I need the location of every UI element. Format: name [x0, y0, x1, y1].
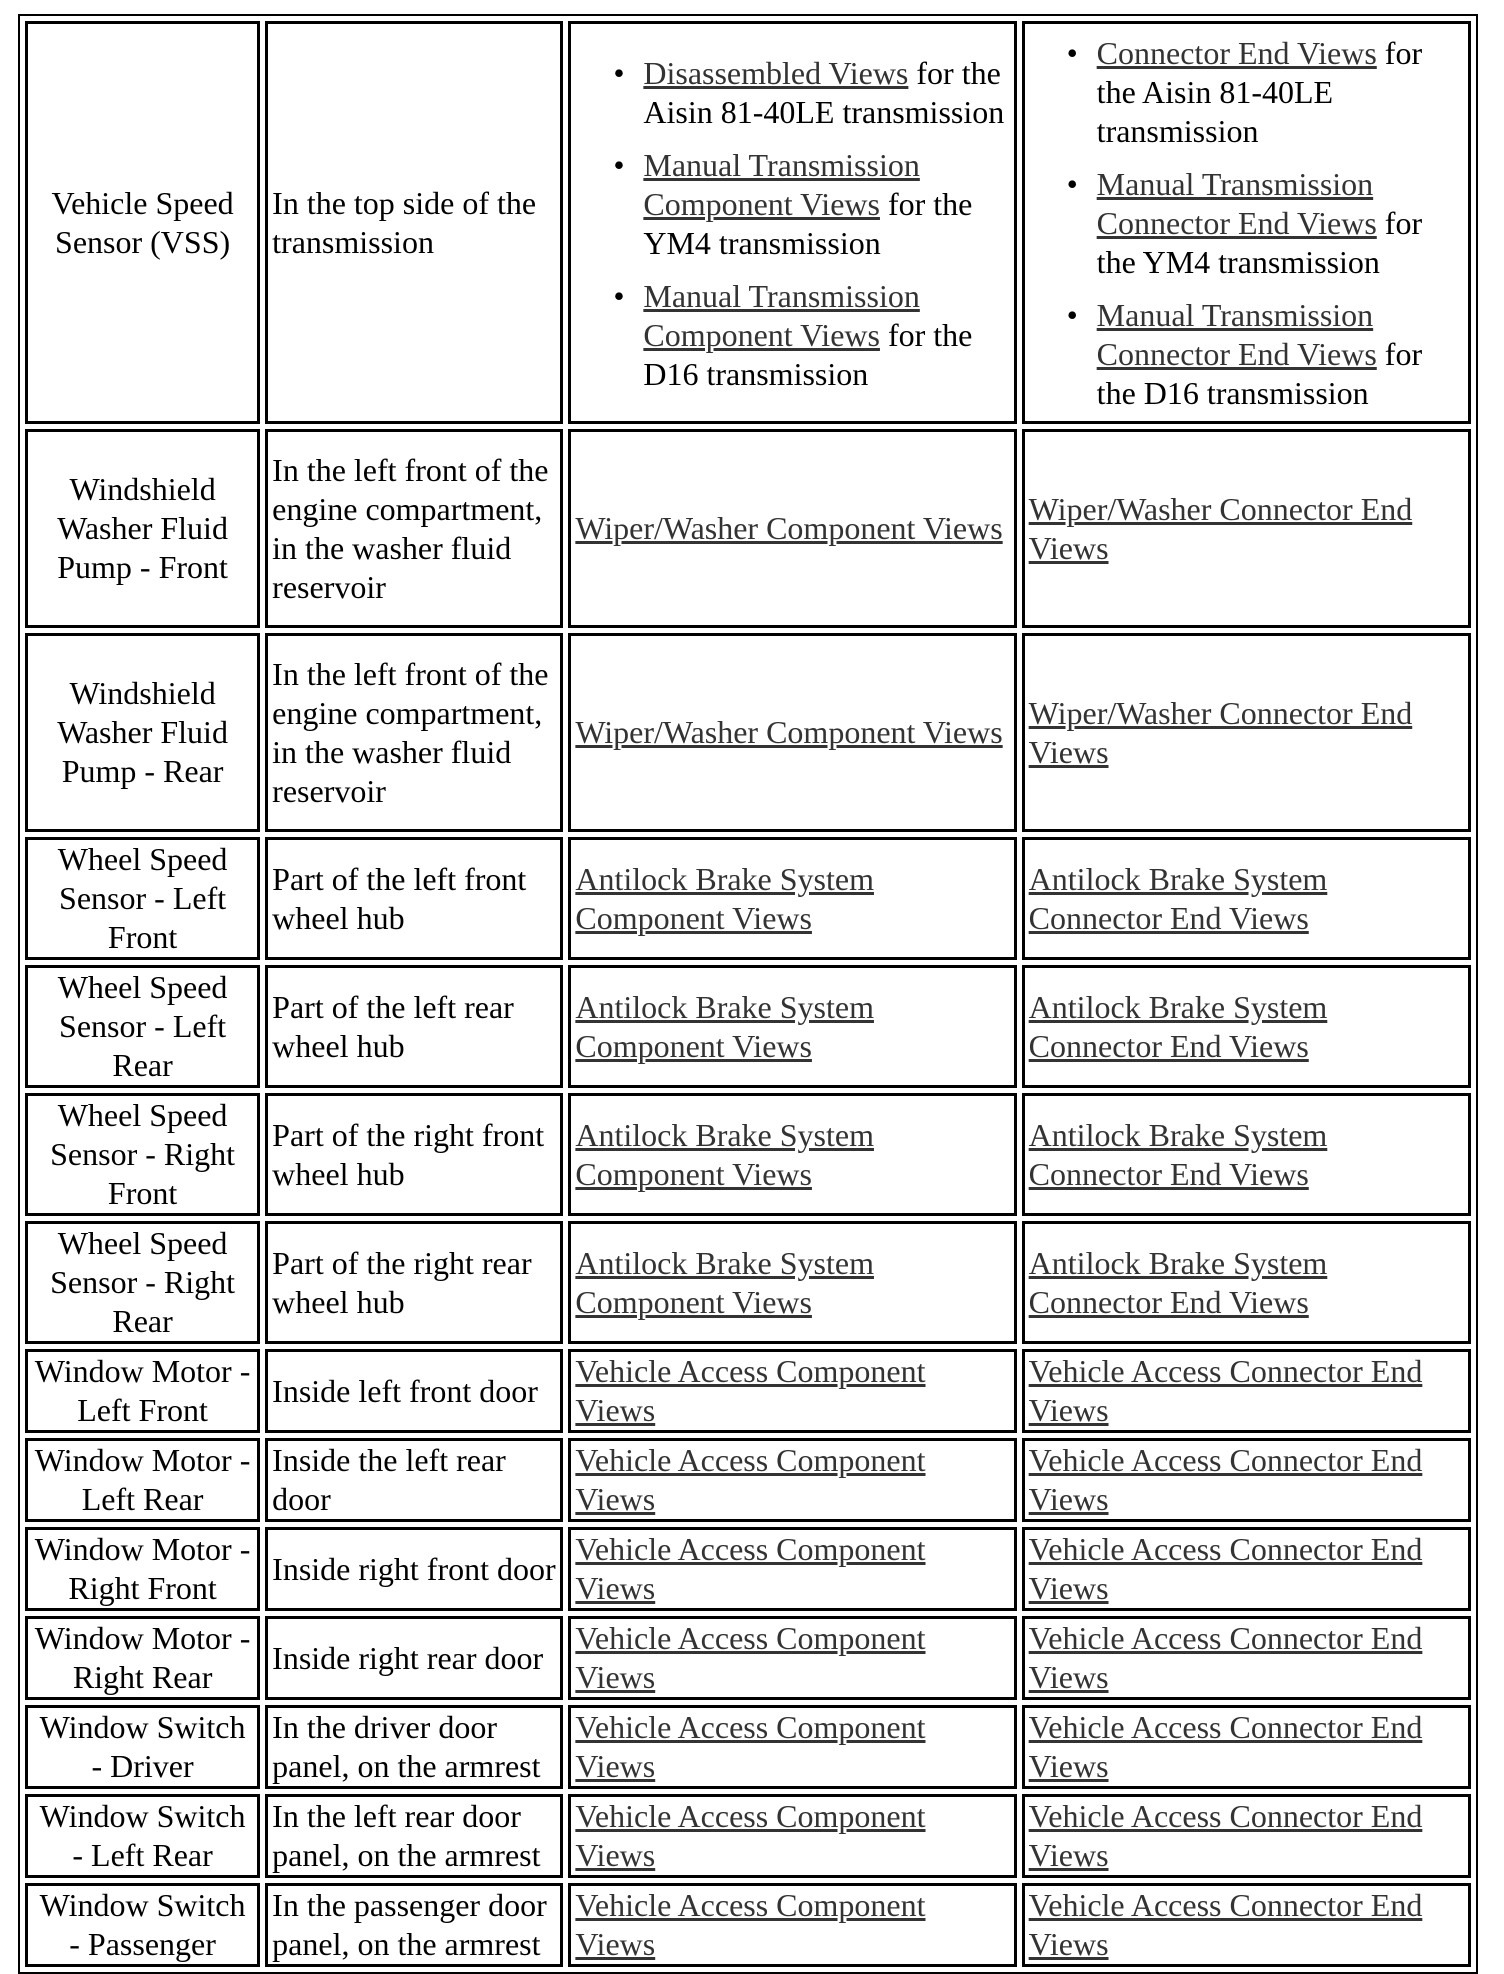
location-cell: Part of the right front wheel hub	[265, 1093, 563, 1216]
component-views-cell	[568, 1705, 1016, 1789]
table-row	[25, 1883, 1471, 1967]
connector-end-views-link[interactable]: Vehicle Access Connector End Views	[1028, 1887, 1423, 1962]
location-cell: Inside right front door	[265, 1527, 563, 1611]
component-views-link[interactable]: Antilock Brake System Component Views	[575, 988, 874, 1064]
component-views-link[interactable]: Vehicle Access Component Views	[575, 1442, 926, 1517]
table-row	[25, 965, 1471, 1088]
component-name-cell: Window Switch - Left Rear	[25, 1794, 260, 1878]
connector-end-views-link[interactable]: Antilock Brake System Connector End Views	[1028, 1244, 1328, 1320]
component-views-cell	[568, 837, 1016, 960]
component-views-list	[575, 54, 1009, 394]
list-item	[1097, 296, 1464, 413]
connector-end-views-link[interactable]: Connector End Views	[1096, 35, 1377, 71]
connector-end-views-link[interactable]: Wiper/Washer Connector End Views	[1028, 490, 1413, 566]
connector-end-views-link[interactable]: Wiper/Washer Connector End Views	[1028, 694, 1413, 770]
component-name-cell: Vehicle Speed Sensor (VSS)	[25, 21, 260, 424]
connector-views-cell	[1022, 1794, 1471, 1878]
list-item-text: for the D16 transmission	[1096, 336, 1423, 411]
location-cell: In the top side of the transmission	[265, 21, 563, 424]
connector-views-cell	[1022, 965, 1471, 1088]
connector-end-views-link[interactable]: Antilock Brake System Connector End Views	[1028, 860, 1328, 936]
list-item-text: for the YM4 transmission	[643, 185, 973, 261]
connector-views-cell	[1022, 633, 1471, 832]
connector-end-views-link[interactable]: Vehicle Access Connector End Views	[1028, 1709, 1423, 1784]
location-cell: In the left front of the engine compartment, in the washer fluid reservoir	[265, 633, 563, 832]
component-name-cell: Window Motor - Right Front	[25, 1527, 260, 1611]
table-row	[25, 1616, 1471, 1700]
component-views-link[interactable]: Vehicle Access Component Views	[575, 1353, 926, 1428]
connector-end-views-link[interactable]: Vehicle Access Connector End Views	[1028, 1442, 1423, 1517]
location-cell: Part of the right rear wheel hub	[265, 1221, 563, 1344]
component-views-link[interactable]: Antilock Brake System Component Views	[575, 1116, 874, 1192]
connector-end-views-link[interactable]: Vehicle Access Connector End Views	[1028, 1353, 1423, 1428]
component-views-cell	[568, 21, 1016, 424]
manual-transmission-connector-end-views-link[interactable]: Manual Transmission Connector End Views	[1096, 297, 1377, 372]
table-row	[25, 1093, 1471, 1216]
connector-views-cell	[1022, 1093, 1471, 1216]
component-views-link[interactable]: Vehicle Access Component Views	[575, 1887, 926, 1962]
list-item-text: for the Aisin 81-40LE transmission	[643, 54, 1005, 130]
location-cell: Part of the left rear wheel hub	[265, 965, 563, 1088]
component-views-link[interactable]: Vehicle Access Component Views	[575, 1798, 926, 1873]
table-row	[25, 1527, 1471, 1611]
connector-views-cell	[1022, 1438, 1471, 1522]
list-item	[1097, 165, 1464, 282]
list-item-text: for the YM4 transmission	[1096, 205, 1423, 280]
component-views-link[interactable]: Wiper/Washer Component Views	[575, 714, 1003, 750]
connector-end-views-link[interactable]: Vehicle Access Connector End Views	[1028, 1798, 1423, 1873]
table-row	[25, 21, 1471, 424]
component-name-cell: Window Switch - Passenger	[25, 1883, 260, 1967]
component-name-cell: Wheel Speed Sensor - Left Rear	[25, 965, 260, 1088]
component-views-cell	[568, 1616, 1016, 1700]
component-name-cell: Window Motor - Left Front	[25, 1349, 260, 1433]
component-name-cell: Windshield Washer Fluid Pump - Front	[25, 429, 260, 628]
location-cell: Inside the left rear door	[265, 1438, 563, 1522]
location-cell: Inside left front door	[265, 1349, 563, 1433]
component-views-cell	[568, 1883, 1016, 1967]
component-views-link[interactable]: Antilock Brake System Component Views	[575, 1244, 874, 1320]
disassembled-views-link[interactable]: Disassembled Views	[643, 54, 909, 91]
table-row	[25, 1794, 1471, 1878]
component-views-link[interactable]: Vehicle Access Component Views	[575, 1709, 926, 1784]
manual-transmission-component-views-link[interactable]: Manual Transmission Component Views	[643, 277, 920, 353]
component-views-cell	[568, 429, 1016, 628]
component-views-cell	[568, 1794, 1016, 1878]
component-views-cell	[568, 1527, 1016, 1611]
component-name-cell: Window Switch - Driver	[25, 1705, 260, 1789]
connector-views-cell	[1022, 1705, 1471, 1789]
connector-views-cell	[1022, 1527, 1471, 1611]
location-cell: In the left rear door panel, on the armrest	[265, 1794, 563, 1878]
component-views-link[interactable]: Vehicle Access Component Views	[575, 1531, 926, 1606]
component-views-cell	[568, 1093, 1016, 1216]
connector-views-cell	[1022, 21, 1471, 424]
connector-end-views-link[interactable]: Vehicle Access Connector End Views	[1028, 1620, 1423, 1695]
manual-transmission-component-views-link[interactable]: Manual Transmission Component Views	[643, 146, 920, 222]
component-name-cell: Window Motor - Right Rear	[25, 1616, 260, 1700]
connector-views-cell	[1022, 1221, 1471, 1344]
component-views-cell	[568, 1349, 1016, 1433]
location-cell: In the passenger door panel, on the armrest	[265, 1883, 563, 1967]
connector-views-cell	[1022, 1349, 1471, 1433]
table-row	[25, 1705, 1471, 1789]
component-views-link[interactable]: Wiper/Washer Component Views	[575, 510, 1003, 546]
list-item-text: for the Aisin 81-40LE transmission	[1096, 35, 1423, 149]
manual-transmission-connector-end-views-link[interactable]: Manual Transmission Connector End Views	[1096, 166, 1377, 241]
component-views-link[interactable]: Antilock Brake System Component Views	[575, 860, 874, 936]
location-cell: Part of the left front wheel hub	[265, 837, 563, 960]
component-views-link[interactable]: Vehicle Access Component Views	[575, 1620, 926, 1695]
connector-views-cell	[1022, 1883, 1471, 1967]
list-item	[643, 146, 1009, 263]
component-name-cell: Wheel Speed Sensor - Right Front	[25, 1093, 260, 1216]
connector-end-views-link[interactable]: Antilock Brake System Connector End Views	[1028, 1116, 1328, 1192]
table-row	[25, 1349, 1471, 1433]
location-cell: In the driver door panel, on the armrest	[265, 1705, 563, 1789]
connector-views-cell	[1022, 429, 1471, 628]
component-name-cell: Windshield Washer Fluid Pump - Rear	[25, 633, 260, 832]
location-cell: Inside right rear door	[265, 1616, 563, 1700]
location-cell: In the left front of the engine compartment, in the washer fluid reservoir	[265, 429, 563, 628]
table-row	[25, 1221, 1471, 1344]
document-page	[18, 14, 1478, 1974]
component-name-cell: Wheel Speed Sensor - Left Front	[25, 837, 260, 960]
table-row	[25, 429, 1471, 628]
component-views-cell	[568, 633, 1016, 832]
connector-end-views-link[interactable]: Vehicle Access Connector End Views	[1028, 1531, 1423, 1606]
connector-views-cell	[1022, 1616, 1471, 1700]
table-row	[25, 837, 1471, 960]
table-row	[25, 1438, 1471, 1522]
connector-end-views-link[interactable]: Antilock Brake System Connector End Views	[1028, 988, 1328, 1064]
table-row	[25, 633, 1471, 832]
connector-views-list	[1029, 34, 1464, 413]
list-item	[643, 277, 1009, 394]
component-views-cell	[568, 1221, 1016, 1344]
component-locator-table	[18, 14, 1478, 1974]
component-name-cell: Window Motor - Left Rear	[25, 1438, 260, 1522]
list-item	[1097, 34, 1464, 151]
component-views-cell	[568, 1438, 1016, 1522]
list-item	[643, 54, 1009, 132]
component-views-cell	[568, 965, 1016, 1088]
component-name-cell: Wheel Speed Sensor - Right Rear	[25, 1221, 260, 1344]
list-item-text: for the D16 transmission	[643, 316, 973, 392]
connector-views-cell	[1022, 837, 1471, 960]
